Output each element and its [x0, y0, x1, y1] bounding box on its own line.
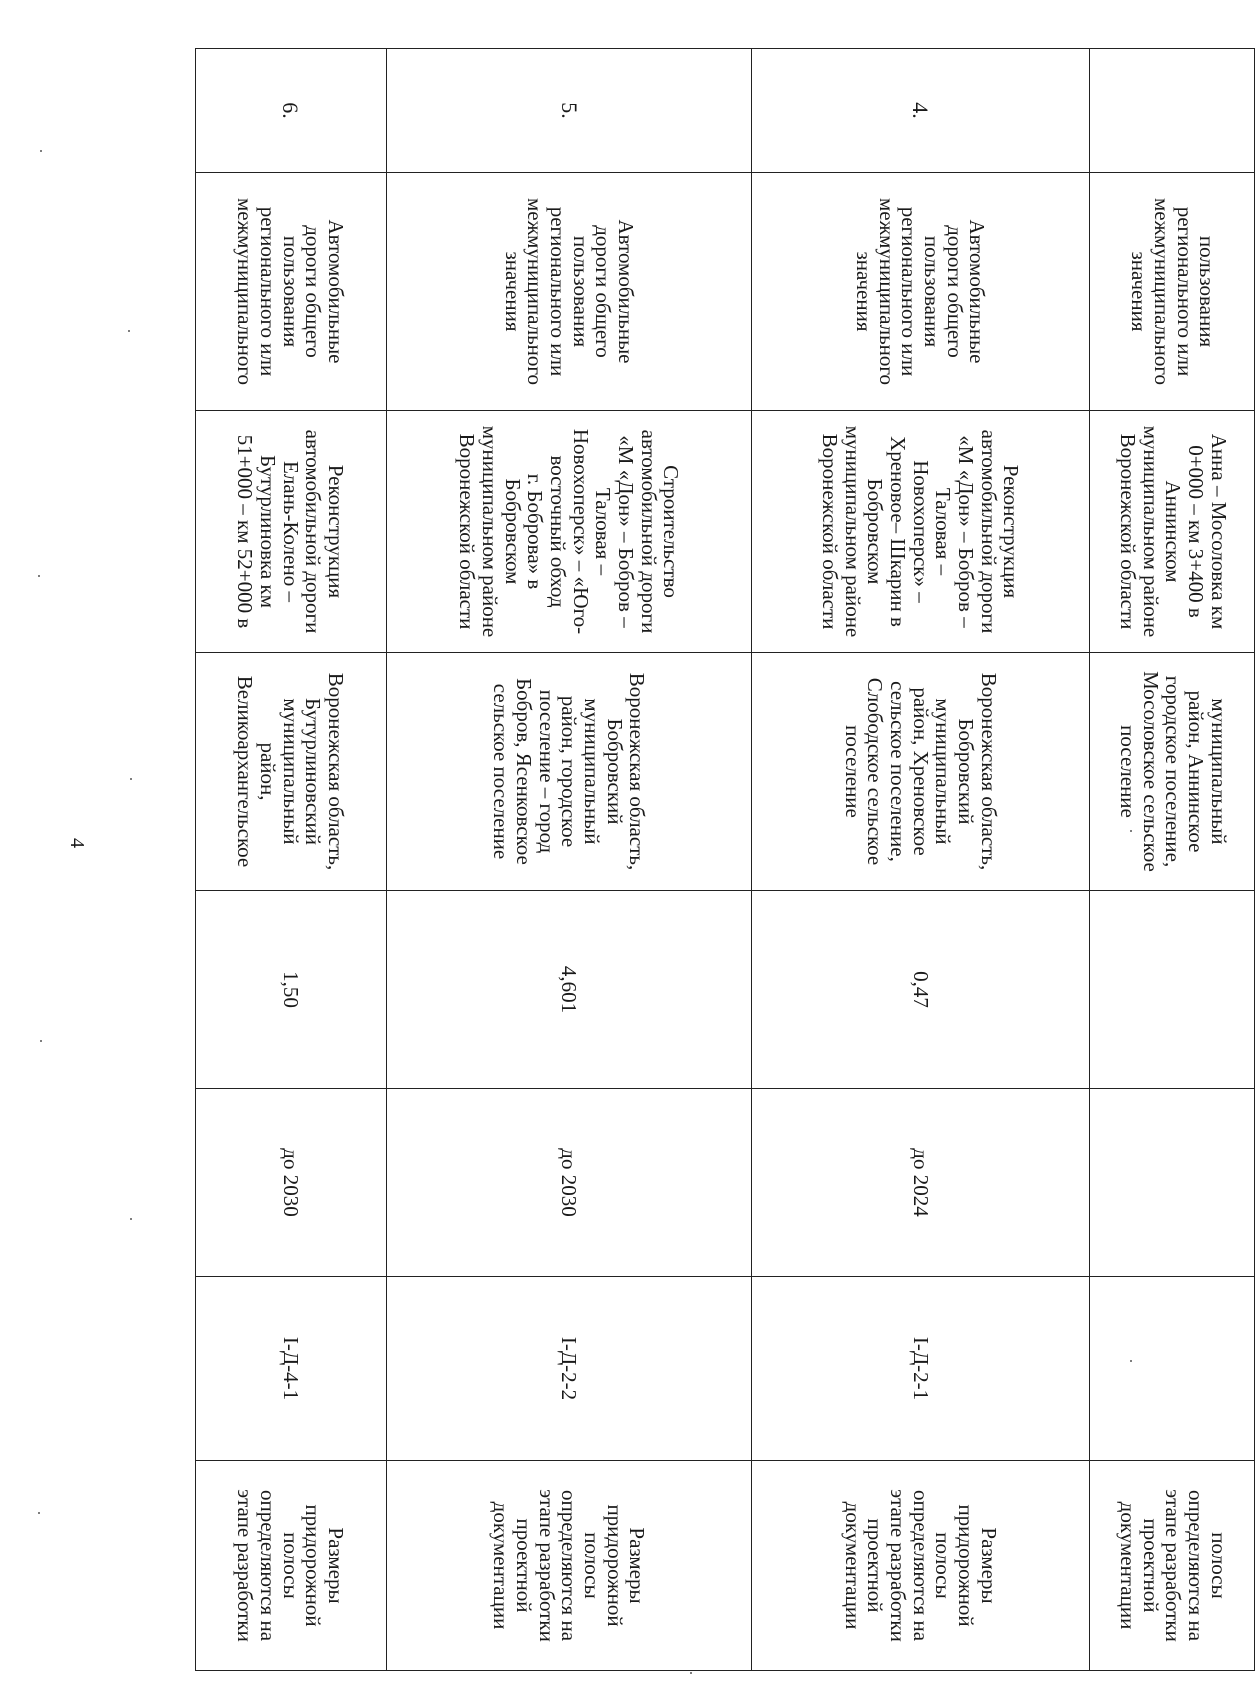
row-number-cell: 5. — [387, 49, 751, 173]
category-cell: Автомобильные дороги общего пользования регионального или межмуниципального значения — [387, 173, 751, 411]
row-number-cell: 4. — [751, 49, 1089, 173]
object-name-cell: Реконструкция автомобильной дороги «М «Дон» – Бобров – Таловая – Новохоперск» – Хреновое– Шкарин в Бобровском муниципальном районе Воронежской области — [751, 411, 1089, 653]
scan-speck — [38, 1512, 40, 1514]
table-row — [1089, 49, 1254, 1671]
length-cell: 1,50 — [196, 891, 387, 1089]
zone-cell: Размеры придорожной полосы определяются на этапе разработки проектной документации — [387, 1461, 751, 1671]
object-name-cell: Реконструкция автомобильной дороги Елань-Колено – Бутурлиновка км 51+000 – км 52+000 в — [196, 411, 387, 653]
rotated-table-container — [195, 48, 1255, 1670]
zone-cell: Размеры придорожной полосы определяются на этапе разработки — [196, 1461, 387, 1671]
location-cell: Воронежская область, Бутурлиновский муниципальный район, Великоархангельское — [196, 653, 387, 891]
zone-cell: Размеры придорожной полосы определяются на этапе разработки проектной документации — [751, 1461, 1089, 1671]
zone-cell: полосы определяются на этапе разработки проектной документации — [1089, 1461, 1254, 1671]
location-cell: Воронежская область, Бобровский муниципальный район, Хреновское сельское поселение, Слободское сельское поселение — [751, 653, 1089, 891]
code-cell: I-Д-2-1 — [751, 1277, 1089, 1461]
table-row — [387, 49, 751, 1671]
row-number-cell — [1089, 49, 1254, 173]
length-cell: 4,601 — [387, 891, 751, 1089]
scan-speck — [1130, 1360, 1132, 1362]
row-number-cell: 6. — [196, 49, 387, 173]
code-cell — [1089, 1277, 1254, 1461]
term-cell — [1089, 1089, 1254, 1277]
road-objects-table — [195, 48, 1255, 1671]
object-name-cell: Анна – Мосоловка км 0+000 – км 3+400 в Аннинском муниципальном районе Воронежской области — [1089, 411, 1254, 653]
scan-speck — [40, 150, 42, 152]
object-name-cell: Строительство автомобильной дороги «М «Дон» – Бобров – Таловая – Новохоперск» – «Юго- восточный обход г. Боброва» в Бобровском муниципальном районе Воронежской области — [387, 411, 751, 653]
location-cell: муниципальный район, Аннинское городское поселение, Мосоловское сельское поселение — [1089, 653, 1254, 891]
scan-speck — [40, 1040, 42, 1042]
rotated-table-area — [195, 48, 1255, 1670]
scan-speck — [38, 575, 40, 577]
code-cell: I-Д-2-2 — [387, 1277, 751, 1461]
category-cell: пользования регионального или межмуниципального значения — [1089, 173, 1254, 411]
term-cell: до 2030 — [387, 1089, 751, 1277]
location-cell: Воронежская область, Бобровский муниципальный район, городское поселение – город Бобров, Ясенковское сельское поселение — [387, 653, 751, 891]
page-number: 4 — [66, 838, 88, 848]
table-row — [751, 49, 1089, 1671]
scan-speck — [690, 1672, 692, 1674]
scan-speck — [130, 778, 132, 780]
scan-speck — [130, 1218, 132, 1220]
term-cell: до 2024 — [751, 1089, 1089, 1277]
term-cell: до 2030 — [196, 1089, 387, 1277]
length-cell: 0,47 — [751, 891, 1089, 1089]
table-row — [196, 49, 387, 1671]
scan-speck — [1130, 830, 1132, 832]
code-cell: I-Д-4-1 — [196, 1277, 387, 1461]
length-cell — [1089, 891, 1254, 1089]
category-cell: Автомобильные дороги общего пользования регионального или межмуниципального значения — [751, 173, 1089, 411]
category-cell: Автомобильные дороги общего пользования регионального или межмуниципального — [196, 173, 387, 411]
scan-speck — [128, 330, 130, 332]
